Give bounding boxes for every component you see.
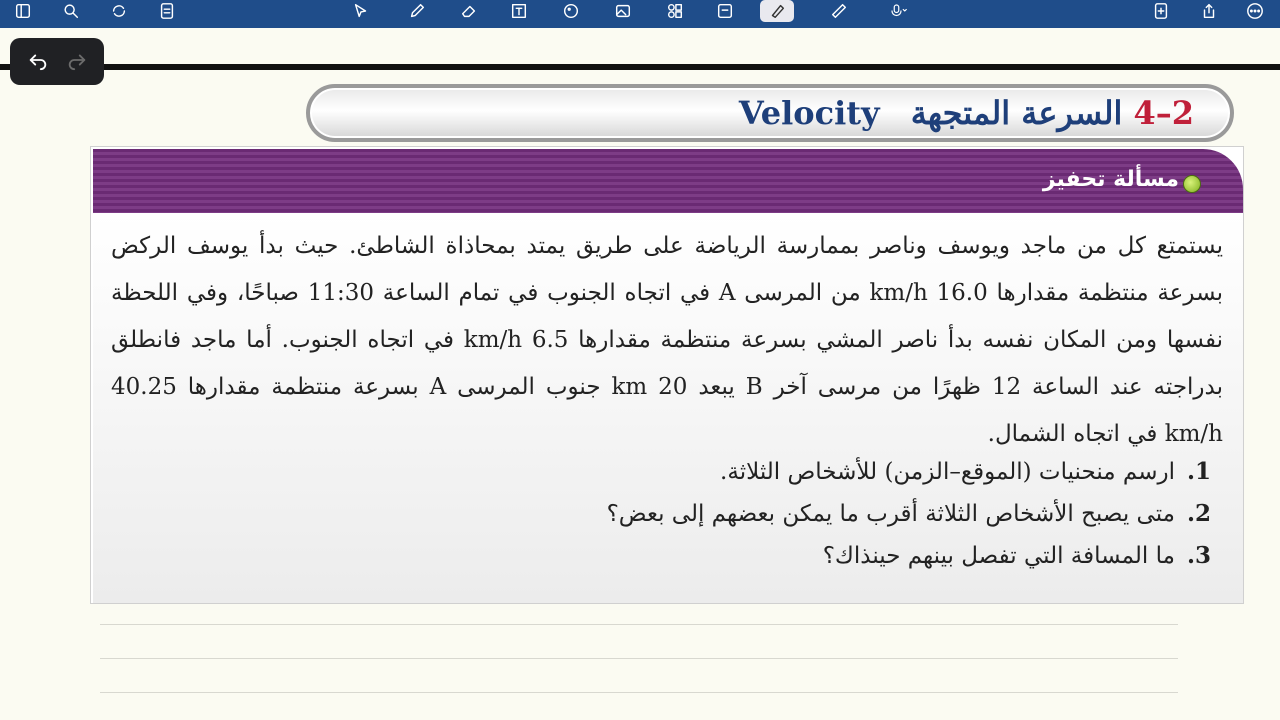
- question-item: [607, 493, 1211, 535]
- highlighter-icon[interactable]: [760, 0, 794, 22]
- eraser-icon[interactable]: [456, 0, 482, 22]
- text-box-icon[interactable]: [506, 0, 532, 22]
- section-number: 2–4: [1133, 94, 1194, 132]
- note-rule-line: [100, 624, 1178, 625]
- image-icon[interactable]: [610, 0, 636, 22]
- note-rule-line: [100, 658, 1178, 659]
- section-title: [739, 94, 1194, 132]
- problem-line: يستمتع كل من ماجد ويوسف وناصر بممارسة الرياضة على طريق يمتد بمحاذاة الشاطئ. حيث بدأ يوسف: [186, 233, 1224, 259]
- undo-icon[interactable]: [27, 49, 49, 75]
- problem-body: [93, 213, 1243, 603]
- ruler-icon[interactable]: [826, 0, 852, 22]
- redo-icon[interactable]: [66, 49, 88, 75]
- problem-card-header: [93, 149, 1243, 213]
- question-number: 3.: [1186, 542, 1211, 569]
- problem-header-title: مسألة تحفيز: [1042, 167, 1179, 192]
- pen-icon[interactable]: [404, 0, 430, 22]
- undo-redo-panel: [10, 38, 104, 85]
- question-text: ما المسافة التي تفصل بينهم حينذاك؟: [822, 543, 1175, 569]
- search-icon[interactable]: [58, 0, 84, 22]
- shapes-icon[interactable]: [558, 0, 584, 22]
- share-icon[interactable]: [106, 0, 132, 22]
- problem-line: اللحظة نفسها ومن المكان نفسه بدأ ناصر المشي بسرعة منتظمة مقدارها 6.5 km/h في اتجاه الجنوب. أما ماجد: [111, 280, 1223, 353]
- stickers-icon[interactable]: [662, 0, 688, 22]
- section-title-arabic: السرعة المتجهة: [910, 94, 1123, 132]
- question-number: 2.: [1186, 500, 1211, 527]
- top-toolbar: [0, 0, 1280, 28]
- page-top-rule: [0, 64, 1280, 70]
- question-list: [607, 451, 1211, 577]
- note-rule-line: [100, 692, 1178, 693]
- question-number: 1.: [1186, 458, 1211, 485]
- problem-line: فانطلق بدراجته عند الساعة 12 ظهرًا من مرسى آخر B يبعد 20 km جنوب المرسى A بسرعة منتظمة مقدارها: [111, 327, 1224, 400]
- bullet-dot-icon: [1183, 175, 1201, 193]
- document-icon[interactable]: [154, 0, 180, 22]
- question-item: [607, 451, 1211, 493]
- section-title-banner: [306, 84, 1234, 142]
- section-title-english: Velocity: [738, 94, 880, 132]
- question-item: [607, 535, 1211, 577]
- problem-line: الركض بسرعة منتظمة مقدارها 16.0 km/h من المرسى A في اتجاه الجنوب في تمام الساعة 11:30 صباحًا، وفي: [111, 233, 1223, 306]
- question-text: ارسم منحنيات (الموقع–الزمن) للأشخاص الثلاثة.: [720, 459, 1175, 485]
- add-page-icon[interactable]: [1148, 0, 1174, 22]
- note-icon[interactable]: [712, 0, 738, 22]
- question-text: متى يصبح الأشخاص الثلاثة أقرب ما يمكن بعضهم إلى بعض؟: [606, 501, 1175, 527]
- microphone-icon[interactable]: [878, 0, 918, 22]
- lasso-icon[interactable]: [348, 0, 374, 22]
- more-icon[interactable]: [1242, 0, 1268, 22]
- problem-line: 40.25 km/h في اتجاه الشمال.: [111, 374, 1223, 447]
- problem-paragraph: [111, 223, 1223, 458]
- sidebar-icon[interactable]: [10, 0, 36, 22]
- problem-card: [90, 146, 1244, 604]
- export-icon[interactable]: [1196, 0, 1222, 22]
